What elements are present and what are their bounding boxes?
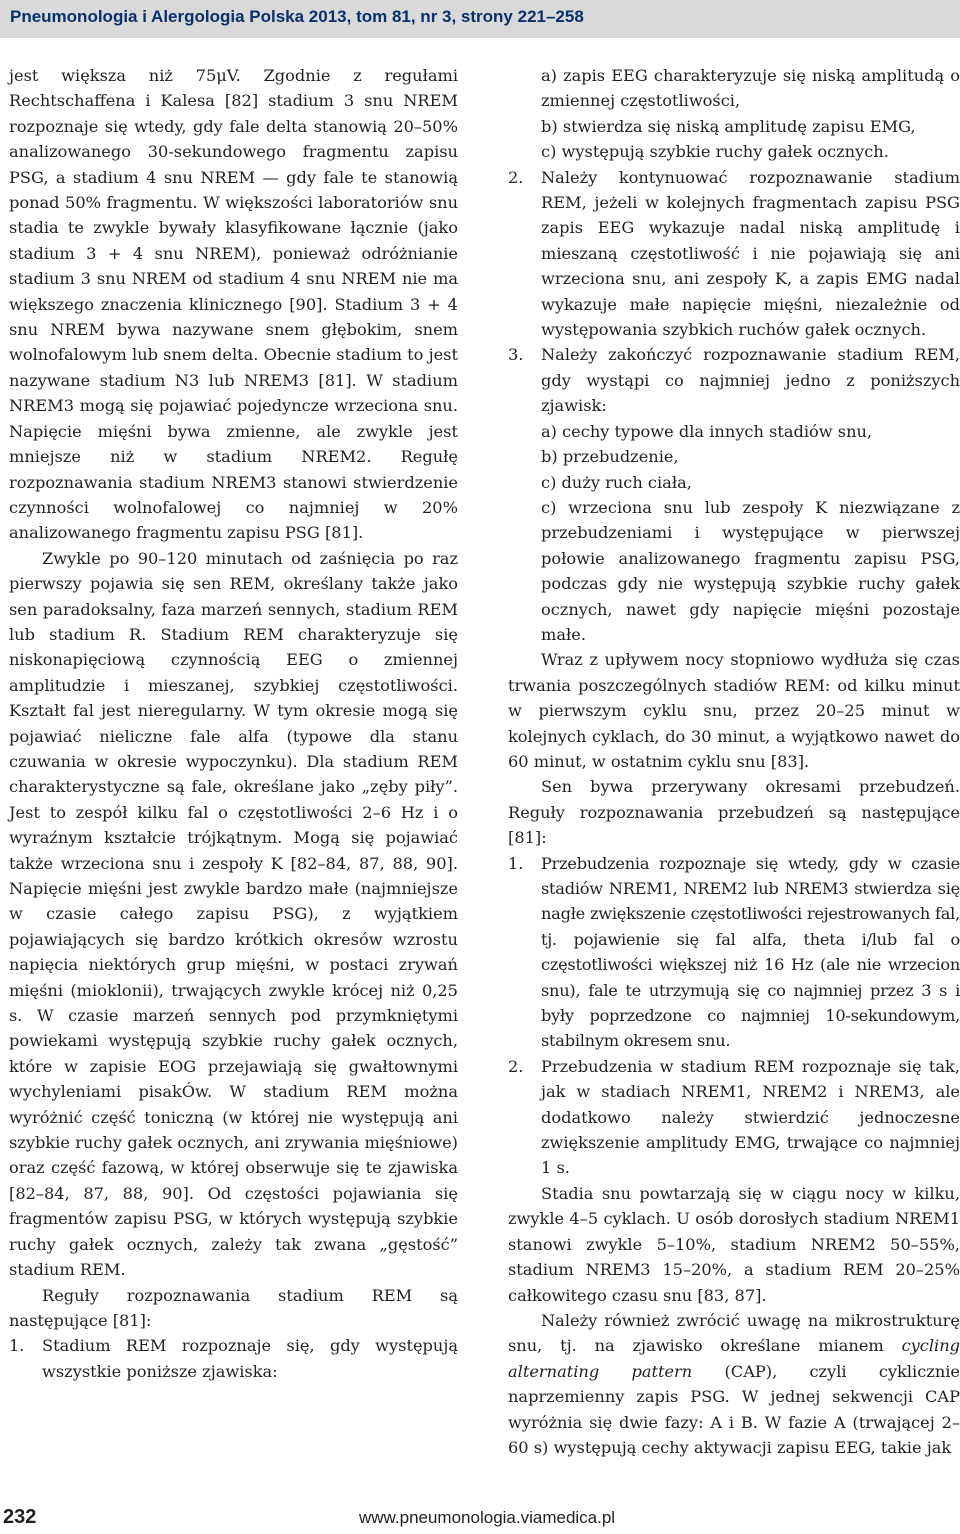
end-subitem-a: a) cechy typowe dla innych stadiów snu, xyxy=(541,421,873,441)
paragraph-arousal-intro: Sen bywa przerywany okresami przebudzeń. Reguły rozpoznawania przebudzeń są następujące [81]: xyxy=(508,777,960,848)
paragraph-rem: Zwykle po 90–120 minutach od zaśnięcia po raz pierwszy pojawia się sen REM, określany także jako sen paradoksalny, faza marzeń sennych, stadium REM lub stadium R. Stadium REM charakteryzuje się niskonapięciową czynnością EEG o zmiennej amplitudzie i mieszanej, szybkiej częstotliwości. Kształt fal jest nieregularny. W tym okresie mogą się pojawiać nieliczne fale alfa (typowe dla stanu czuwania w okresie wypoczynku). Dla stadium REM charakterystyczne są fale, określane jako „zęby piły”. Jest to zespół kilku fal o częstotliwości 2–6 Hz i o wyraźnym kształcie trójkątnym. Mogą się pojawiać także wrzeciona snu i zespoły K [82–84, 87, 88, 90]. Napięcie mięśni jest zwykle bardzo małe (najmniejsze w czasie całego zapisu PSG), z wyjątkiem pojawiających się bardzo krótkich okresów wzrostu napięcia niektórych grup mięśni, w postaci zrywań mięśni (mioklonii), trwających zwykle krócej niż 0,25 s. W czasie marzeń sennych pod przymkniętymi powiekami występują szybkie ruchy gałek ocznych, które w zapisie EOG przejawiają się gwałtownymi wychyleniami pisakÓw. W stadium REM można wyróżnić część toniczną (w której nie występują ani szybkie ruchy gałek ocznych, ani zrywania mięśniowe) oraz część fazową, w której obserwuje się te zjawiska [82–84, 87, 88, 90]. Od częstości pojawiania się fragmentów zapisu PSG, w których występują szybkie ruchy gałek ocznych, zależy tak zwana „gęstość” stadium REM. xyxy=(9,548,458,1280)
page-number: 232 xyxy=(3,1506,37,1528)
end-subitem-c: c) duży ruch ciała, xyxy=(541,472,692,492)
cap-text-after: (CAP), czyli cyklicznie naprzemienny zapis PSG. W jednej sekwencji CAP wyróżnia się dwie fazy: A i B. W fazie A (trwającej 2–60 s) występują cechy aktywacji zapisu EEG, takie jak xyxy=(508,1361,960,1457)
website-url: www.pneumonologia.viamedica.pl xyxy=(359,1508,616,1527)
rem-subitem-b: b) stwierdza się niską amplitudę zapisu EMG, xyxy=(541,116,916,136)
rem-rule-item-2 xyxy=(508,165,960,343)
left-column xyxy=(9,63,458,1384)
arousal-rule-item-1 xyxy=(508,851,960,1054)
journal-header xyxy=(0,0,960,38)
item-text: Stadium REM rozpoznaje się, gdy występują wszystkie poniższe zjawiska: xyxy=(42,1336,458,1381)
item-number: 3. xyxy=(508,345,524,365)
item-number: 1. xyxy=(9,1336,25,1356)
end-subitem-b: b) przebudzenie, xyxy=(541,447,679,467)
paragraph-rem-duration: Wraz z upływem nocy stopniowo wydłuża się czas trwania poszczególnych stadiów REM: od kilku minut w pierwszym cyklu snu, przez 20–25 minut w kolejnych cyklach, do 30 minut, a wyjątkowo nawet do 60 minut, w ostatnim cyklu snu [83]. xyxy=(508,650,960,771)
rem-rule-item-1 xyxy=(9,1333,458,1384)
item-number: 1. xyxy=(508,853,524,873)
journal-citation: Pneumonologia i Alergologia Polska 2013, tom 81, nr 3, strony 221–258 xyxy=(10,7,584,26)
cap-text-before: Należy również zwrócić uwagę na mikrostrukturę snu, tj. na zjawisko określane mianem xyxy=(508,1310,960,1356)
right-column xyxy=(508,63,960,1460)
paragraph-nrem3: jest większa niż 75μV. Zgodnie z regułami Rechtschaffena i Kalesa [82] stadium 3 snu NREM rozpoznaje się wtedy, gdy fale delta stanowią 20–50% analizowanego 30-sekundowego fragmentu zapisu PSG, a stadium 4 snu NREM — gdy fale te stanowią ponad 50% fragmentu. W większości laboratoriów snu stadia te zwykle bywały klasyfikowane łącznie (jako stadium 3 + 4 snu NREM), ponieważ odróżnianie stadium 3 snu NREM od stadium 4 snu NREM nie ma większego znaczenia klinicznego [90]. Stadium 3 + 4 snu NREM bywa nazywane snem głębokim, snem wolnofalowym lub snem delta. Obecnie stadium to jest nazywane stadium N3 lub NREM3 [81]. W stadium NREM3 mogą się pojawiać pojedyncze wrzeciona snu. Napięcie mięśni bywa zmienne, ale zwykle jest mniejsze niż w stadium NREM2. Regułę rozpoznawania stadium NREM3 stanowi stwierdzenie czynności wolnofalowej co najmniej w 20% analizowanego fragmentu zapisu PSG [81]. xyxy=(9,66,458,543)
paragraph-sleep-cycles: Stadia snu powtarzają się w ciągu nocy w kilku, zwykle 4–5 cyklach. U osób dorosłych stadium NREM1 stanowi zwykle 5–10%, stadium NREM2 50–55%, stadium NREM3 15–20%, a stadium REM 20–25% całkowitego czasu snu [83, 87]. xyxy=(508,1183,960,1305)
item-text: Przebudzenia w stadium REM rozpoznaje się tak, jak w stadiach NREM1, NREM2 i NREM3, ale dodatkowo należy stwierdzić jednoczesne zwiększenie amplitudy EMG, trwające co najmniej 1 s. xyxy=(541,1056,960,1178)
item-number: 2. xyxy=(508,167,524,187)
item-text: Należy kontynuować rozpoznawanie stadium REM, jeżeli w kolejnych fragmentach zapisu PSG zapis EEG wykazuje nadal niską amplitudę i mieszaną częstotliwość i nie pojawiają się ani wrzeciona snu, ani zespoły K, a zapis EMG nadal wykazuje małe napięcie mięśni, niezależnie od występowania szybkich ruchów gałek ocznych. xyxy=(541,167,960,340)
rem-rule-item-3 xyxy=(508,342,960,418)
page-footer xyxy=(0,1500,960,1534)
paragraph-cap xyxy=(508,1308,960,1460)
rem-subitem-a: a) zapis EEG charakteryzuje się niską amplitudą o zmiennej częstotliwości, xyxy=(541,66,960,111)
arousal-rule-item-2 xyxy=(508,1054,960,1181)
rem-subitem-c: c) występują szybkie ruchy gałek ocznych. xyxy=(541,142,889,162)
item-text: Należy zakończyć rozpoznawanie stadium REM, gdy wystąpi co najmniej jedno z poniższych zjawisk: xyxy=(541,345,960,416)
item-number: 2. xyxy=(508,1056,524,1076)
end-subitem-d: c) wrzeciona snu lub zespoły K niezwiązane z przebudzeniami i występujące w pierwszej połowie analizowanego fragmentu zapisu PSG, podczas gdy nie występują szybkie ruchy gałek ocznych, nawet gdy napięcie mięśni pozostaje małe. xyxy=(541,497,960,644)
paragraph-rem-rules-intro: Reguły rozpoznawania stadium REM są następujące [81]: xyxy=(9,1285,458,1330)
item-text: Przebudzenia rozpoznaje się wtedy, gdy w czasie stadiów NREM1, NREM2 lub NREM3 stwierdza się nagłe zwiększenie częstotliwości rejestrowanych fal, tj. pojawienie się fal alfa, theta i/lub fal o częstotliwości większej niż 16 Hz (ale nie wrzecion snu), fale te utrzymują się co najmniej przez 3 s i były poprzedzone co najmniej 10-sekundowym, stabilnym okresem snu. xyxy=(541,853,960,1051)
cap-term: cycling alternating pattern xyxy=(508,1336,960,1381)
